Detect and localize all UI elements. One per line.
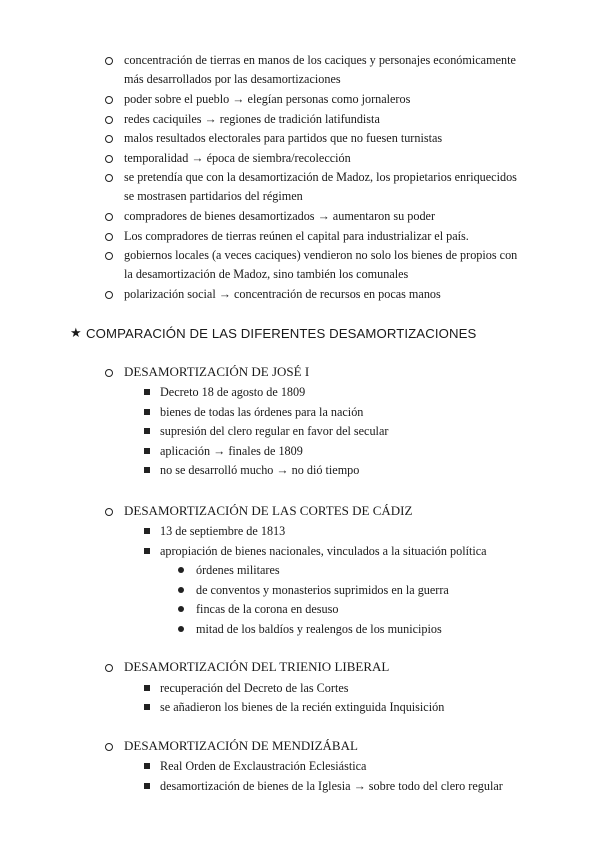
list-item: poder sobre el pueblo → elegían personas como jornaleros	[124, 92, 411, 106]
list-item: Los compradores de tierras reúnen el capital para industrializar el país.	[124, 229, 469, 243]
section-title: DESAMORTIZACIÓN DEL TRIENIO LIBERAL	[124, 659, 390, 674]
section-title: DESAMORTIZACIÓN DE JOSÉ I	[124, 364, 310, 379]
section-title: DESAMORTIZACIÓN DE LAS CORTES DE CÁDIZ	[124, 503, 413, 518]
list-item: redes caciquiles → regiones de tradición latifundista	[124, 112, 380, 126]
list-item: temporalidad → época de siembra/recolección	[124, 151, 351, 165]
list-item: 13 de septiembre de 1813	[160, 524, 286, 538]
circle-bullet-icon	[105, 57, 113, 65]
circle-bullet-icon	[105, 96, 113, 104]
list-item: bienes de todas las órdenes para la nación	[160, 405, 364, 419]
circle-bullet-icon	[105, 508, 113, 516]
circle-bullet-icon	[105, 291, 113, 299]
section-heading: COMPARACIÓN DE LAS DIFERENTES DESAMORTIZACIONES	[86, 326, 477, 341]
sub-list-item: fincas de la corona en desuso	[196, 602, 339, 616]
circle-bullet-icon	[105, 664, 113, 672]
square-bullet-icon	[144, 528, 150, 534]
list-item: no se desarrolló mucho → no dió tiempo	[160, 463, 360, 477]
list-item: desamortización de bienes de la Iglesia → sobre todo del clero regular	[160, 779, 503, 793]
dot-bullet-icon	[178, 626, 184, 632]
square-bullet-icon	[144, 783, 150, 789]
list-item: Decreto 18 de agosto de 1809	[160, 385, 306, 399]
sub-list-item: de conventos y monasterios suprimidos en la guerra	[196, 583, 449, 597]
circle-bullet-icon	[105, 213, 113, 221]
square-bullet-icon	[144, 428, 150, 434]
square-bullet-icon	[144, 548, 150, 554]
square-bullet-icon	[144, 409, 150, 415]
list-item-continuation: se mostrasen partidarios del régimen	[124, 189, 303, 203]
list-item: aplicación → finales de 1809	[160, 444, 303, 458]
list-item: polarización social → concentración de recursos en pocas manos	[124, 287, 441, 301]
square-bullet-icon	[144, 763, 150, 769]
circle-bullet-icon	[105, 155, 113, 163]
square-bullet-icon	[144, 467, 150, 473]
circle-bullet-icon	[105, 233, 113, 241]
list-item: Real Orden de Exclaustración Eclesiástica	[160, 759, 367, 773]
circle-bullet-icon	[105, 743, 113, 751]
circle-bullet-icon	[105, 174, 113, 182]
list-item: concentración de tierras en manos de los caciques y personajes económicamente	[124, 53, 516, 67]
list-item: compradores de bienes desamortizados → aumentaron su poder	[124, 209, 436, 223]
square-bullet-icon	[144, 685, 150, 691]
square-bullet-icon	[144, 448, 150, 454]
dot-bullet-icon	[178, 587, 184, 593]
list-item: supresión del clero regular en favor del secular	[160, 424, 389, 438]
star-icon: ★	[70, 326, 82, 341]
circle-bullet-icon	[105, 252, 113, 260]
list-item-continuation: más desarrollados por las desamortizaciones	[124, 72, 341, 86]
list-item: malos resultados electorales para partidos que no fuesen turnistas	[124, 131, 443, 145]
list-item-continuation: la desamortización de Madoz, sino también los comunales	[124, 267, 409, 281]
list-item: se añadieron los bienes de la recién extinguida Inquisición	[160, 700, 445, 714]
square-bullet-icon	[144, 389, 150, 395]
list-item: recuperación del Decreto de las Cortes	[160, 681, 349, 695]
circle-bullet-icon	[105, 135, 113, 143]
dot-bullet-icon	[178, 567, 184, 573]
circle-bullet-icon	[105, 369, 113, 377]
sub-list-item: órdenes militares	[196, 563, 280, 577]
circle-bullet-icon	[105, 116, 113, 124]
list-item: apropiación de bienes nacionales, vinculados a la situación política	[160, 544, 487, 558]
list-item: gobiernos locales (a veces caciques) vendieron no solo los bienes de propios con	[124, 248, 518, 262]
section-title: DESAMORTIZACIÓN DE MENDIZÁBAL	[124, 738, 358, 753]
square-bullet-icon	[144, 704, 150, 710]
list-item: se pretendía que con la desamortización de Madoz, los propietarios enriquecidos	[124, 170, 517, 184]
dot-bullet-icon	[178, 606, 184, 612]
sub-list-item: mitad de los baldíos y realengos de los municipios	[196, 622, 442, 636]
